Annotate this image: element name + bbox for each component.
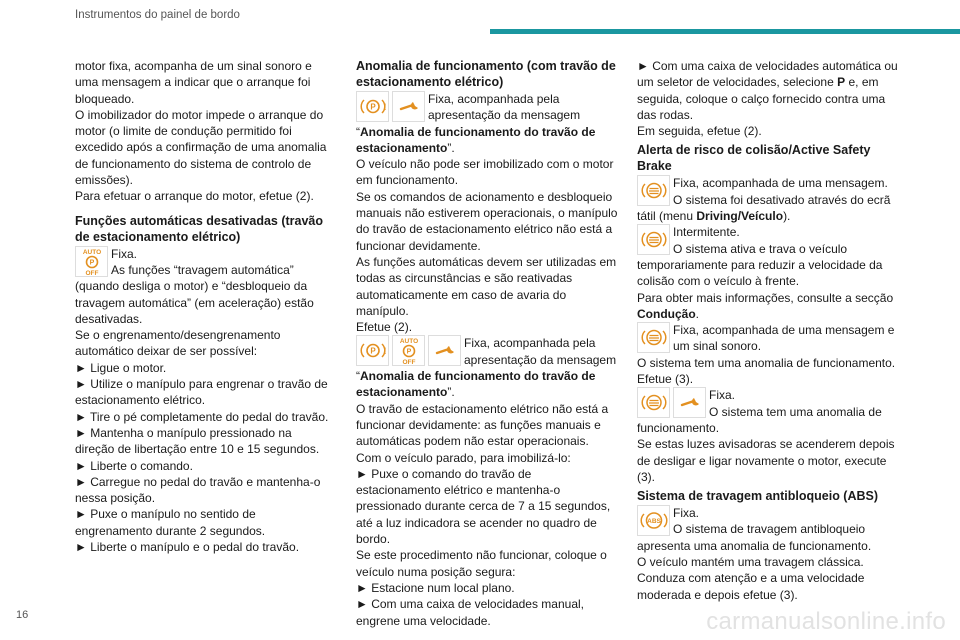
paragraph: O veículo não pode ser imobilizado com o motor em funcionamento. — [356, 157, 614, 188]
parking-brake-warning-icon — [356, 335, 389, 366]
svg-text:P: P — [369, 346, 376, 356]
abs-warning-icon — [637, 505, 670, 536]
paragraph: motor fixa, acompanha de um sinal sonoro e uma mensagem a indicar que o arranque foi bloqueado. — [75, 59, 312, 106]
bullet-item: ► Tire o pé completamente do pedal do travão. — [75, 409, 329, 424]
bullet-item: ► Liberte o manípulo e o pedal do travão. — [75, 540, 300, 555]
column-2 — [356, 58, 619, 629]
description: O sistema ativa e trava o veículo temporariamente para reduzir a velocidade da colisão com o veículo à frente. — [637, 241, 883, 289]
page-number: 16 — [16, 609, 29, 621]
paragraph: O sistema tem uma anomalia de funcionamento. — [637, 355, 896, 370]
description: Fixa, acompanhada pela apresentação da mensagem “Anomalia de funcionamento do travão de estacionamento”. — [356, 336, 617, 400]
section-heading: Anomalia de funcionamento (com travão de estacionamento elétrico) — [356, 59, 616, 89]
bullet-item: ► Carregue no pedal do travão e mantenha-o nessa posição. — [75, 474, 321, 506]
svg-text:OFF: OFF — [402, 359, 415, 366]
status-text: Fixa. — [111, 246, 138, 261]
section-heading: Alerta de risco de colisão/Active Safety Brake — [637, 143, 871, 174]
column-1 — [75, 58, 330, 555]
wrench-icon — [428, 335, 461, 366]
watermark: carmanualsonline.info — [706, 608, 946, 635]
paragraph: Para efetuar o arranque do motor, efetue (2). — [75, 189, 314, 204]
paragraph: Com o veículo parado, para imobilizá-lo: — [356, 450, 571, 465]
svg-text:P: P — [369, 102, 376, 112]
bullet-item: ► Puxe o comando do travão de estacionamento elétrico e mantenha-o pressionado durante cerca de 7 a 15 segundos, até a luz indicadora se acender no quadro de bordo. — [356, 466, 611, 547]
paragraph: Se este procedimento não funcionar, coloque o veículo numa posição segura: — [356, 548, 607, 579]
paragraph: Para obter mais informações, consulte a secção — [637, 290, 894, 305]
section-heading: Funções automáticas desativadas (travão de estacionamento elétrico) — [75, 213, 324, 244]
paragraph: Condução. — [637, 306, 700, 321]
paragraph: Se os comandos de acionamento e desbloqueio manuais não estiverem operacionais, o manípulo do travão de estacionamento elétrico não está a funcionar devidamente. — [356, 189, 618, 253]
svg-text:!: ! — [383, 346, 386, 357]
paragraph: Em seguida, efetue (2). — [637, 124, 762, 139]
status-text: Fixa. — [673, 506, 700, 521]
collision-alert-icon — [637, 322, 670, 353]
description: O sistema de travagem antibloqueio apresenta uma anomalia de funcionamento. — [637, 522, 872, 553]
svg-text:!: ! — [383, 102, 386, 112]
svg-text:P: P — [89, 259, 94, 267]
status-text: Fixa. — [709, 388, 736, 403]
description: Fixa, acompanhada de uma mensagem e um sinal sonoro. — [673, 323, 895, 354]
description: Fixa, acompanhada pela apresentação da mensagem “Anomalia de funcionamento do travão de estacionamento”. — [356, 92, 596, 155]
column-3 — [637, 58, 900, 603]
bullet-item: ► Ligue o motor. — [75, 360, 167, 375]
wrench-icon — [673, 387, 706, 418]
paragraph: O travão de estacionamento elétrico não está a funcionar devidamente: as funções manuais e automáticas podem não estar operacionais. — [356, 401, 609, 449]
wrench-icon — [392, 91, 425, 122]
auto-brake-off-icon — [392, 335, 425, 366]
bullet-item: ► Puxe o manípulo no sentido de engrenamento durante 2 segundos. — [75, 507, 266, 538]
paragraph: As funções automáticas devem ser utilizadas em todas as circunstâncias e são reativadas automaticamente em caso de avaria do manípulo. — [356, 254, 617, 318]
bullet-item: ► Com uma caixa de velocidades automática ou um seletor de velocidades, selecione P e, em seguida, coloque o calço fornecido contra uma das rodas. — [637, 59, 898, 122]
svg-text:P: P — [406, 349, 411, 357]
paragraph: Efetue (3). — [637, 372, 694, 387]
description: O sistema tem uma anomalia de funcionamento. — [637, 404, 882, 435]
collision-alert-icon — [637, 175, 670, 206]
paragraph: Conduza com atenção e a uma velocidade moderada e depois efetue (3). — [637, 571, 865, 602]
paragraph: O veículo mantém uma travagem clássica. — [637, 555, 864, 570]
svg-text:AUTO: AUTO — [82, 248, 101, 256]
collision-alert-icon — [637, 387, 670, 418]
bullet-item: ► Mantenha o manípulo pressionado na direção de libertação entre 10 e 15 segundos. — [75, 425, 320, 457]
bullet-item: ► Liberte o comando. — [75, 458, 193, 473]
paragraph: O imobilizador do motor impede o arranque do motor (o limite de condução permitido foi excedido após a confirmação de uma anomalia de funcionamento do sistema de controlo de emissões). — [75, 107, 327, 188]
page-header-title: Instrumentos do painel de bordo — [75, 9, 240, 21]
bullet-item: ► Com uma caixa de velocidades manual, engrene uma velocidade. — [356, 597, 584, 628]
status-text: Intermitente. — [673, 225, 740, 240]
paragraph: Se o engrenamento/desengrenamento automático deixar de ser possível: — [75, 328, 281, 359]
section-heading: Sistema de travagem antibloqueio (ABS) — [637, 489, 879, 504]
svg-text:AUTO: AUTO — [399, 338, 418, 346]
bullet-item: ► Estacione num local plano. — [356, 580, 515, 595]
svg-text:ABS: ABS — [646, 518, 661, 526]
paragraph: Se estas luzes avisadoras se acenderem depois de desligar e ligar novamente o motor, execute (3). — [637, 437, 895, 484]
bullet-item: ► Utilize o manípulo para engrenar o travão de estacionamento elétrico. — [75, 377, 328, 408]
collision-alert-icon — [637, 224, 670, 255]
parking-brake-warning-icon — [356, 91, 389, 122]
paragraph: Efetue (2). — [356, 320, 413, 335]
description: As funções “travagem automática” (quando desliga o motor) e “desbloqueio da travagem automática” (em aceleração) estão desativadas. — [75, 262, 314, 326]
description: O sistema foi desativado através do ecrã tátil (menu Driving/Veículo). — [637, 192, 891, 224]
auto-brake-off-icon — [75, 246, 108, 277]
header-accent-bar — [490, 29, 960, 34]
status-text: Fixa, acompanhada de uma mensagem. — [673, 176, 888, 191]
svg-text:OFF: OFF — [85, 269, 98, 276]
